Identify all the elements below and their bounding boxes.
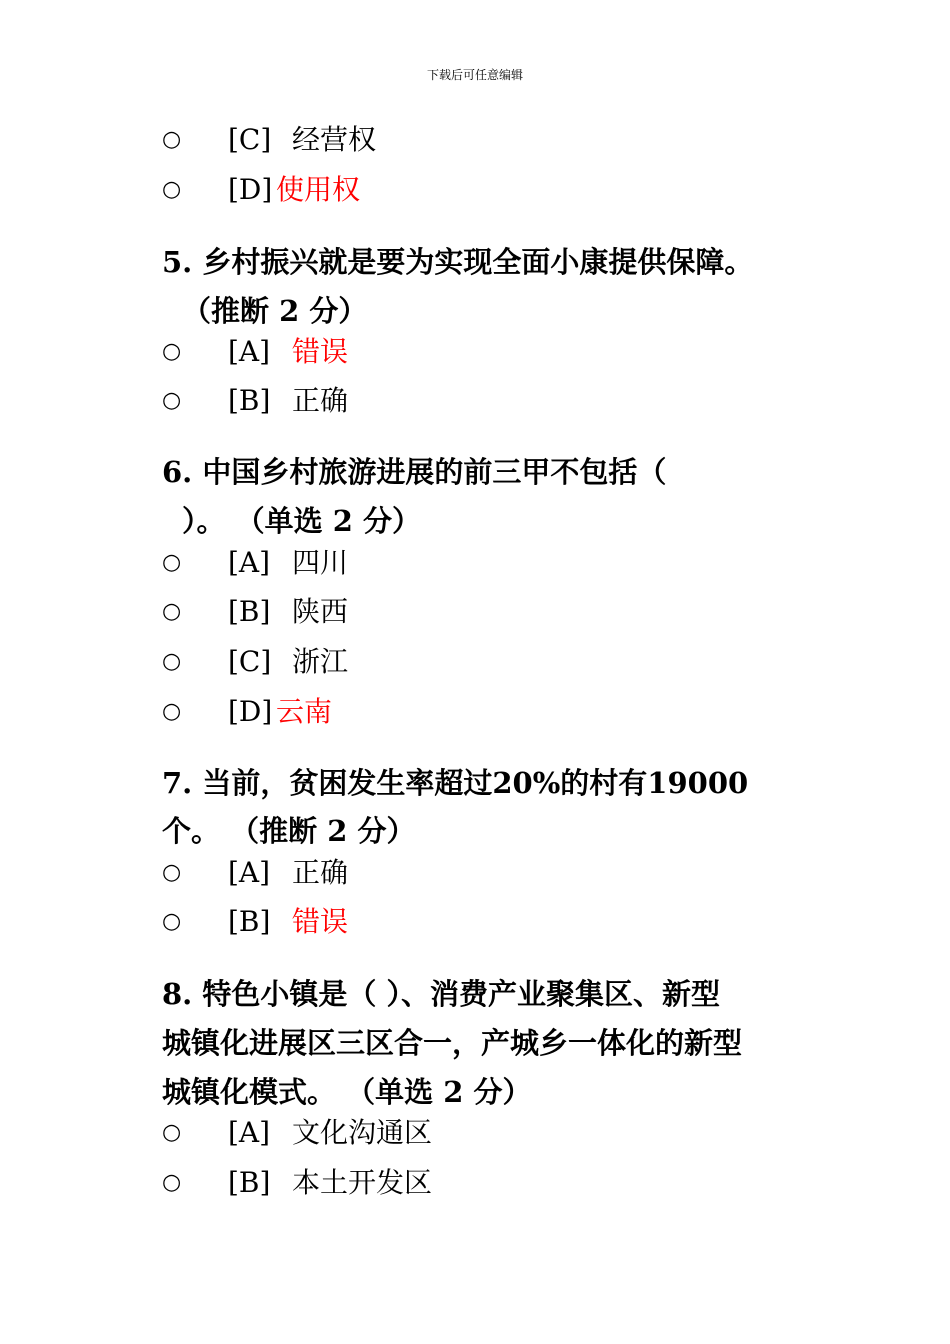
option-text-correct: 错误 <box>292 335 349 368</box>
question-8-text: 8. 特色小镇是（ ）、消费产业聚集区、新型 <box>162 977 720 1011</box>
question-8-text-cont: 城镇化进展区三区合一，产城乡一体化的新型 <box>162 1026 743 1060</box>
option-text: 正确 <box>292 856 349 889</box>
radio-bullet-icon[interactable]: ○ <box>162 550 182 575</box>
option-letter: [D] <box>228 695 273 728</box>
radio-bullet-icon[interactable]: ○ <box>162 339 182 364</box>
question-5-meta: （推断 2 分） <box>182 294 368 328</box>
question-5-text: 5. 乡村振兴就是要为实现全面小康提供保障。 <box>162 245 754 279</box>
option-letter: [D] <box>228 173 273 206</box>
option-text: 陕西 <box>292 595 349 628</box>
question-6-text: 6. 中国乡村旅游进展的前三甲不包括（ <box>162 455 667 489</box>
option-letter: [B] <box>228 905 271 938</box>
option-text-correct: 错误 <box>292 905 349 938</box>
option-letter: [B] <box>228 595 271 628</box>
question-6-meta: ）。 （单选 2 分） <box>182 504 421 538</box>
radio-bullet-icon[interactable]: ○ <box>162 649 182 674</box>
option-letter: [B] <box>228 384 271 417</box>
option-letter: [A] <box>228 335 271 368</box>
radio-bullet-icon[interactable]: ○ <box>162 1120 182 1145</box>
question-8-meta: 城镇化模式。 （单选 2 分） <box>162 1075 532 1109</box>
radio-bullet-icon[interactable]: ○ <box>162 599 182 624</box>
option-text: 文化沟通区 <box>292 1116 433 1149</box>
option-letter: [C] <box>228 645 272 678</box>
radio-bullet-icon[interactable]: ○ <box>162 860 182 885</box>
radio-bullet-icon[interactable]: ○ <box>162 909 182 934</box>
radio-bullet-icon[interactable]: ○ <box>162 177 182 202</box>
radio-bullet-icon[interactable]: ○ <box>162 1170 182 1195</box>
option-text: 浙江 <box>292 645 349 678</box>
radio-bullet-icon[interactable]: ○ <box>162 699 182 724</box>
option-letter: [A] <box>228 1116 271 1149</box>
option-text: 本土开发区 <box>292 1166 433 1199</box>
page-header: 下载后可任意编辑 <box>426 68 523 82</box>
option-letter: [C] <box>228 123 272 156</box>
radio-bullet-icon[interactable]: ○ <box>162 388 182 413</box>
question-7-meta: 个。 （推断 2 分） <box>162 814 416 848</box>
option-text-correct: 使用权 <box>276 173 361 206</box>
radio-bullet-icon[interactable]: ○ <box>162 127 182 152</box>
option-text: 经营权 <box>292 123 377 156</box>
option-text: 正确 <box>292 384 349 417</box>
question-7-text: 7. 当前，贫困发生率超过20%的村有19000 <box>162 766 749 800</box>
option-text-correct: 云南 <box>276 695 333 728</box>
option-letter: [A] <box>228 546 271 579</box>
option-letter: [B] <box>228 1166 271 1199</box>
option-text: 四川 <box>292 546 349 579</box>
option-letter: [A] <box>228 856 271 889</box>
